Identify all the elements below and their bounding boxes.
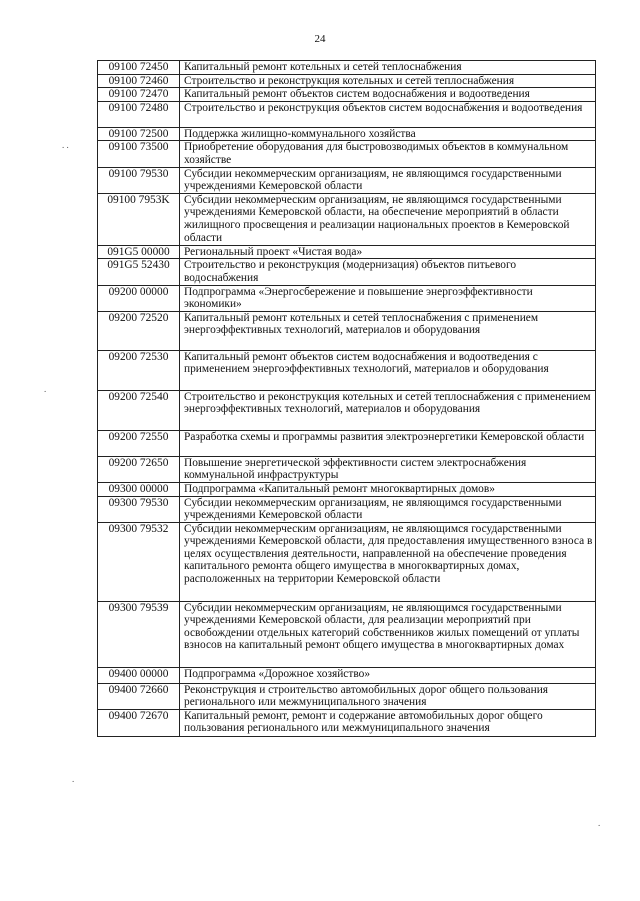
row-code: 09100 7953K	[98, 193, 180, 245]
table-row	[98, 74, 596, 88]
table-row	[98, 456, 596, 482]
row-code: 09200 72530	[98, 350, 180, 390]
table-body	[98, 61, 596, 737]
row-code: 09100 73500	[98, 141, 180, 167]
row-code: 09100 72500	[98, 127, 180, 141]
row-code: 09200 72520	[98, 311, 180, 350]
row-code: 09100 79530	[98, 167, 180, 193]
row-code: 09300 79532	[98, 522, 180, 601]
table-row	[98, 259, 596, 285]
table-row	[98, 496, 596, 522]
scan-speck: .	[598, 818, 601, 828]
row-name: Капитальный ремонт объектов систем водоснабжения и водоотведения	[180, 88, 596, 102]
row-name: Строительство и реконструкция (модернизация) объектов питьевого водоснабжения	[180, 259, 596, 285]
table-row	[98, 245, 596, 259]
budget-classification-table	[97, 60, 596, 737]
table-row	[98, 311, 596, 350]
row-name: Приобретение оборудования для быстровозводимых объектов в коммунальном хозяйстве	[180, 141, 596, 167]
row-code: 09200 72540	[98, 390, 180, 430]
row-code: 091G5 52430	[98, 259, 180, 285]
row-name: Подпрограмма «Дорожное хозяйство»	[180, 667, 596, 683]
row-name: Поддержка жилищно-коммунального хозяйства	[180, 127, 596, 141]
scan-speck: .	[72, 774, 75, 784]
row-code: 09300 79530	[98, 496, 180, 522]
row-code: 091G5 00000	[98, 245, 180, 259]
row-name: Субсидии некоммерческим организациям, не являющимся государственными учреждениями Кемеровской области	[180, 496, 596, 522]
row-name: Подпрограмма «Энергосбережение и повышение энергоэффективности экономики»	[180, 285, 596, 311]
table-row	[98, 193, 596, 245]
table-row	[98, 390, 596, 430]
table-row	[98, 522, 596, 601]
row-code: 09400 72670	[98, 709, 180, 736]
scan-speck: .	[44, 384, 47, 394]
table-row	[98, 127, 596, 141]
table-row	[98, 101, 596, 127]
table-row	[98, 683, 596, 709]
row-code: 09100 72470	[98, 88, 180, 102]
row-name: Субсидии некоммерческим организациям, не являющимся государственными учреждениями Кемеровской области	[180, 167, 596, 193]
table-row	[98, 482, 596, 496]
table-row	[98, 141, 596, 167]
row-name: Региональный проект «Чистая вода»	[180, 245, 596, 259]
row-name: Субсидии некоммерческим организациям, не являющимся государственными учреждениями Кемеровской области, для предоставления имущественного взноса в целях осуществления деятельности, направленной на обеспечение проведения капитального ремонта общего имущества в многоквартирных домах, расположенных на территории Кемеровской области	[180, 522, 596, 601]
row-code: 09200 72650	[98, 456, 180, 482]
scan-speck: . .	[62, 140, 69, 150]
row-name: Строительство и реконструкция котельных и сетей теплоснабжения с применением энергоэффективных технологий, материалов и оборудования	[180, 390, 596, 430]
row-code: 09200 00000	[98, 285, 180, 311]
table-row	[98, 285, 596, 311]
row-code: 09300 79539	[98, 601, 180, 667]
row-code: 09400 00000	[98, 667, 180, 683]
table-row	[98, 601, 596, 667]
row-name: Капитальный ремонт котельных и сетей теплоснабжения с применением энергоэффективных технологий, материалов и оборудования	[180, 311, 596, 350]
row-name: Капитальный ремонт котельных и сетей теплоснабжения	[180, 61, 596, 75]
row-name: Субсидии некоммерческим организациям, не являющимся государственными учреждениями Кемеровской области, для реализации мероприятий при освобождении отдельных категорий собственников жилых помещений от уплаты взносов на капитальный ремонт общего имущества в многоквартирных домах	[180, 601, 596, 667]
table-row	[98, 350, 596, 390]
page-number: 24	[314, 33, 326, 45]
table-row	[98, 88, 596, 102]
row-name: Субсидии некоммерческим организациям, не являющимся государственными учреждениями Кемеровской области, на обеспечение мероприятий в области жилищного просвещения и реализации национальных проектов в Кемеровской области	[180, 193, 596, 245]
row-code: 09200 72550	[98, 430, 180, 456]
row-code: 09100 72480	[98, 101, 180, 127]
table-row	[98, 61, 596, 75]
row-name: Строительство и реконструкция котельных и сетей теплоснабжения	[180, 74, 596, 88]
table-row	[98, 430, 596, 456]
row-name: Капитальный ремонт, ремонт и содержание автомобильных дорог общего пользования регионального или межмуниципального значения	[180, 709, 596, 736]
table-row	[98, 667, 596, 683]
row-name: Повышение энергетической эффективности систем электроснабжения коммунальной инфраструктуры	[180, 456, 596, 482]
row-name: Капитальный ремонт объектов систем водоснабжения и водоотведения с применением энергоэффективных технологий, материалов и оборудования	[180, 350, 596, 390]
row-name: Разработка схемы и программы развития электроэнергетики Кемеровской области	[180, 430, 596, 456]
table-row	[98, 167, 596, 193]
row-code: 09100 72450	[98, 61, 180, 75]
table-row	[98, 709, 596, 736]
row-code: 09100 72460	[98, 74, 180, 88]
row-code: 09400 72660	[98, 683, 180, 709]
row-name: Строительство и реконструкция объектов систем водоснабжения и водоотведения	[180, 101, 596, 127]
row-code: 09300 00000	[98, 482, 180, 496]
row-name: Реконструкция и строительство автомобильных дорог общего пользования регионального или межмуниципального значения	[180, 683, 596, 709]
row-name: Подпрограмма «Капитальный ремонт многоквартирных домов»	[180, 482, 596, 496]
